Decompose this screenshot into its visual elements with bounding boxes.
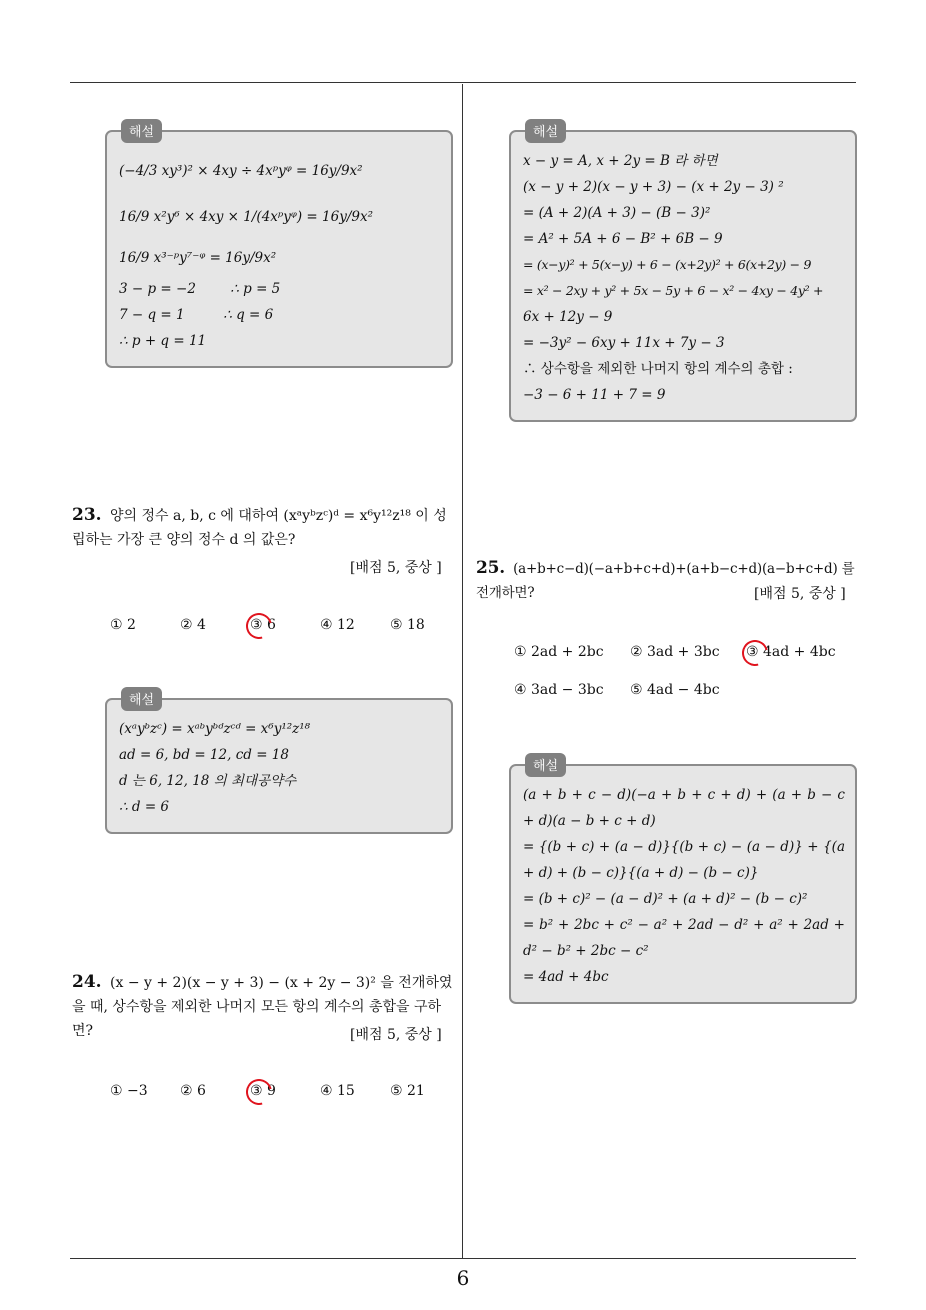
solution-line: (a + b + c − d)(−a + b + c + d) + (a + b − c + d)(a − b + c + d) (523, 787, 845, 829)
solution-tag: 해설 (525, 753, 566, 777)
answer-mark (241, 1074, 277, 1110)
solution-line: = 4ad + 4bc (523, 969, 609, 985)
solution-line: = {(b + c) + (a − d)}{(b + c) − (a − d)} + {(a + d) + (b − c)}{(a + d) − (b − c)} (523, 839, 845, 881)
solution-box-23 (105, 693, 453, 834)
question-score: [배점 5, 중상 ] (350, 560, 442, 576)
choice-3[interactable]: ③ 4ad + 4bc (746, 644, 836, 660)
choice-1[interactable]: ① −3 (110, 1083, 148, 1099)
solution-line: = x² − 2xy + y² + 5x − 5y + 6 − x² − 4xy − 4y² + (523, 283, 824, 298)
solution-line: ∴ 상수항을 제외한 나머지 항의 계수의 총합 : (523, 361, 793, 377)
choices-23 (110, 617, 450, 641)
solution-line: 3 − p = −2 ∴ p = 5 (119, 281, 281, 297)
choice-5[interactable]: ⑤ 4ad − 4bc (630, 682, 720, 698)
page-number: 6 (456, 1266, 470, 1290)
solution-box-25 (509, 759, 857, 1004)
choice-3[interactable]: ③ 9 (250, 1083, 276, 1099)
question-text: (a+b+c−d)(−a+b+c+d)+(a+b−c+d)(a−b+c+d) 를 전개하면? (476, 561, 855, 601)
choice-4[interactable]: ④ 12 (320, 617, 355, 633)
solution-line: = b² + 2bc + c² − a² + 2ad − d² + a² + 2ad + d² − b² + 2bc − c² (523, 917, 845, 959)
solution-line: ∴ d = 6 (119, 799, 170, 815)
question-number: 23. (72, 505, 102, 525)
answer-mark (241, 608, 277, 644)
solution-box-24 (509, 125, 857, 422)
solution-tag: 해설 (121, 119, 162, 143)
solution-line: 16/9 x³⁻ᵖy⁷⁻ᵠ = 16y/9x² (119, 250, 277, 266)
solution-line: d 는 6, 12, 18 의 최대공약수 (119, 773, 297, 789)
choices-24 (110, 1083, 450, 1107)
solution-tag: 해설 (525, 119, 566, 143)
choice-4[interactable]: ④ 15 (320, 1083, 355, 1099)
question-score: [배점 5, 중상 ] (754, 586, 846, 602)
solution-line: = A² + 5A + 6 − B² + 6B − 9 (523, 231, 723, 247)
solution-line: (x − y + 2)(x − y + 3) − (x + 2y − 3) ² (523, 179, 784, 195)
solution-line: (−4/3 xy³)² × 4xy ÷ 4xᵖyᵠ = 16y/9x² (119, 163, 363, 179)
choice-1[interactable]: ① 2 (110, 617, 136, 633)
choice-4[interactable]: ④ 3ad − 3bc (514, 682, 604, 698)
solution-line: ∴ p + q = 11 (119, 333, 207, 349)
solution-line: = −3y² − 6xy + 11x + 7y − 3 (523, 335, 725, 351)
question-number: 25. (476, 558, 505, 578)
choice-2[interactable]: ② 3ad + 3bc (630, 644, 720, 660)
question-score: [배점 5, 중상 ] (350, 1027, 442, 1043)
solution-line: ad = 6, bd = 12, cd = 18 (119, 747, 289, 763)
question-text: (x − y + 2)(x − y + 3) − (x + 2y − 3)² 을 전개하였을 때, 상수항을 제외한 나머지 모든 항의 계수의 총합을 구하면? (72, 975, 453, 1039)
column-divider (462, 84, 463, 1258)
solution-line: = (x−y)² + 5(x−y) + 6 − (x+2y)² + 6(x+2y) − 9 (523, 257, 812, 272)
solution-line: 6x + 12y − 9 (523, 309, 613, 325)
solution-line: 16/9 x²y⁶ × 4xy × 1/(4xᵖyᵠ) = 16y/9x² (119, 209, 374, 225)
solution-line: = (b + c)² − (a − d)² + (a + d)² − (b − c)² (523, 891, 808, 907)
choice-2[interactable]: ② 6 (180, 1083, 206, 1099)
solution-line: 7 − q = 1 ∴ q = 6 (119, 307, 274, 323)
choice-1[interactable]: ① 2ad + 2bc (514, 644, 604, 660)
solution-line: (xᵃyᵇzᶜ) = xᵃᵇyᵇᵈzᶜᵈ = x⁶y¹²z¹⁸ (119, 721, 311, 737)
choices-25 (514, 644, 854, 714)
solution-line: −3 − 6 + 11 + 7 = 9 (523, 387, 666, 403)
choice-3[interactable]: ③ 6 (250, 617, 276, 633)
question-23 (72, 503, 457, 552)
solution-line: x − y = A, x + 2y = B 라 하면 (523, 153, 718, 169)
bottom-rule (70, 1258, 856, 1259)
choice-2[interactable]: ② 4 (180, 617, 206, 633)
question-text: 양의 정수 a, b, c 에 대하여 (xᵃyᵇzᶜ)ᵈ = x⁶y¹²z¹⁸ 이 성립하는 가장 큰 양의 정수 d 의 값은? (72, 508, 447, 548)
answer-mark (737, 635, 773, 671)
choice-5[interactable]: ⑤ 18 (390, 617, 425, 633)
solution-line: = (A + 2)(A + 3) − (B − 3)² (523, 205, 711, 221)
solution-box-22 (105, 125, 453, 368)
question-number: 24. (72, 972, 102, 992)
solution-tag: 해설 (121, 687, 162, 711)
top-rule (70, 82, 856, 83)
choice-5[interactable]: ⑤ 21 (390, 1083, 425, 1099)
